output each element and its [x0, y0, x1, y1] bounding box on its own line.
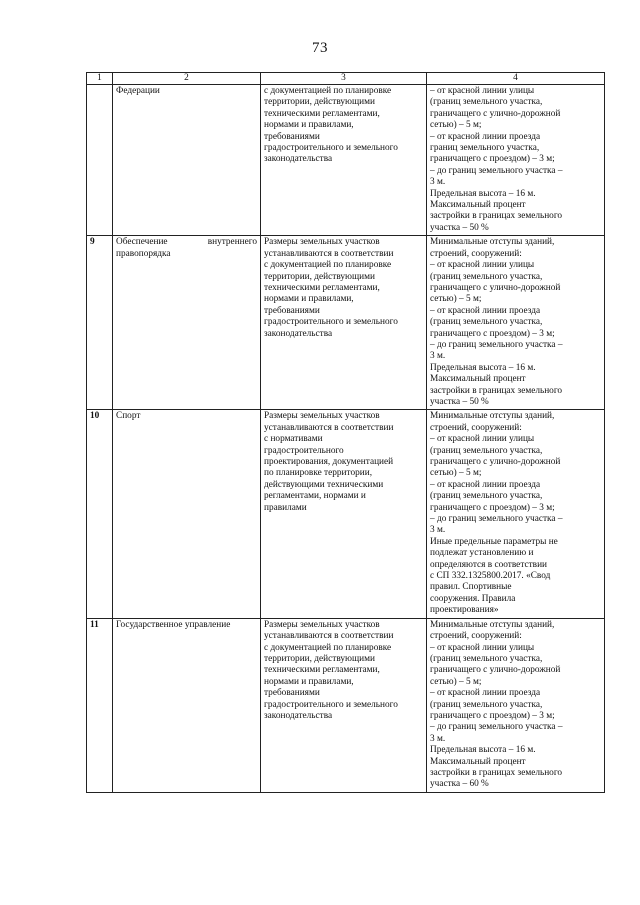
- parameter-line: (границ земельного участка,: [430, 491, 543, 502]
- parameter-line: (границ земельного участка,: [430, 317, 543, 328]
- parameter-line: – от красной линии проезда: [430, 131, 541, 142]
- parameter-line: – от красной линии проезда: [430, 305, 541, 316]
- parameter-line: Предельная высота – 16 м.: [430, 745, 536, 756]
- parameter-line: определяются в соответствии: [430, 559, 548, 570]
- parameter-line: Максимальный процент: [430, 374, 526, 385]
- table-row: [87, 618, 605, 792]
- parameter-line: – до границ земельного участка –: [430, 514, 563, 525]
- construction-parameters: [427, 618, 605, 792]
- parameter-line: – до границ земельного участка –: [430, 165, 563, 176]
- plot-size-requirements: [261, 618, 427, 792]
- table-row: [87, 85, 605, 236]
- parameter-line: с СП 332.1325800.2017. «Свод: [430, 571, 551, 582]
- plot-size-requirements: [261, 85, 427, 236]
- parameter-line: (границ земельного участка,: [430, 271, 543, 282]
- parameter-line: граничащего с улично-дорожной: [430, 282, 561, 293]
- requirements-text: с документацией по планировке территории, действующими техническими регламентами, нормами и правилами, требованиями градостроительного и земельного законодательства: [264, 86, 398, 165]
- table-row: [87, 410, 605, 618]
- plot-size-requirements: [261, 410, 427, 618]
- parameter-line: Минимальные отступы зданий,: [430, 411, 555, 422]
- parameter-line: граничащего с проездом) – 3 м;: [430, 154, 555, 165]
- parameter-line: сетью) – 5 м;: [430, 294, 482, 305]
- parameter-line: – до границ земельного участка –: [430, 722, 563, 733]
- table-body: [87, 85, 605, 793]
- requirements-text: Размеры земельных участков устанавливаются в соответствии с документацией по планировке территории, действующими техническими регламентами, нормами и правилами, требованиями градостроительного и земельного законодательства: [264, 619, 398, 721]
- parameter-line: граничащего с проездом) – 3 м;: [430, 502, 555, 513]
- parameter-line: строений, сооружений:: [430, 422, 522, 433]
- parameter-line: сетью) – 5 м;: [430, 120, 482, 131]
- parameter-line: Максимальный процент: [430, 756, 526, 767]
- parameter-line: участка – 50 %: [430, 222, 489, 233]
- construction-parameters: [427, 410, 605, 618]
- requirements-text: Размеры земельных участков устанавливаются в соответствии с нормативами градостроительного проектирования, документацией по планировке территории, действующими техническими регламентами, нормами и правилами: [264, 411, 394, 513]
- parameter-line: Предельная высота – 16 м.: [430, 188, 536, 199]
- parameter-line: 3 м.: [430, 177, 446, 188]
- parameter-line: – до границ земельного участка –: [430, 339, 563, 350]
- usage-type-name: Обеспечение внутреннего правопорядка: [113, 236, 261, 410]
- construction-parameters: [427, 85, 605, 236]
- parameter-line: сооружения. Правила: [430, 593, 516, 604]
- parameter-line: строений, сооружений:: [430, 248, 522, 259]
- table-header-row: [87, 73, 605, 85]
- usage-type-name: Федерации: [113, 85, 261, 236]
- column-header-4: 4: [427, 73, 605, 85]
- construction-parameters: [427, 236, 605, 410]
- usage-type-name: Государственное управление: [113, 618, 261, 792]
- column-header-2: 2: [113, 73, 261, 85]
- usage-type-name: Спорт: [113, 410, 261, 618]
- column-header-3: 3: [261, 73, 427, 85]
- parameter-line: 3 м.: [430, 351, 446, 362]
- parameter-line: строений, сооружений:: [430, 631, 522, 642]
- parameter-line: – от красной линии улицы: [430, 434, 535, 445]
- parameter-line: Минимальные отступы зданий,: [430, 619, 555, 630]
- parameter-line: – от красной линии проезда: [430, 688, 541, 699]
- page-number: 73: [312, 40, 328, 56]
- parameter-line: застройки в границах земельного: [430, 385, 563, 396]
- row-number: [87, 85, 113, 236]
- parameter-line: участка – 60 %: [430, 779, 489, 790]
- parameter-line: граничащего с улично-дорожной: [430, 665, 561, 676]
- parameter-line: сетью) – 5 м;: [430, 676, 482, 687]
- parameter-line: граничащего с проездом) – 3 м;: [430, 710, 555, 721]
- regulations-table: [86, 72, 605, 793]
- parameter-line: подлежат установлению и: [430, 548, 534, 559]
- parameter-line: – от красной линии проезда: [430, 479, 541, 490]
- parameter-line: 3 м.: [430, 525, 446, 536]
- parameter-line: 3 м.: [430, 733, 446, 744]
- parameter-line: Иные предельные параметры не: [430, 536, 558, 547]
- parameter-line: правил. Спортивные: [430, 582, 512, 593]
- parameter-line: застройки в границах земельного: [430, 211, 563, 222]
- parameter-line: – от красной линии улицы: [430, 86, 535, 96]
- parameter-line: – от красной линии улицы: [430, 642, 535, 653]
- parameter-line: (границ земельного участка,: [430, 653, 543, 664]
- parameter-line: сетью) – 5 м;: [430, 468, 482, 479]
- parameter-line: граничащего с проездом) – 3 м;: [430, 328, 555, 339]
- parameter-line: – от красной линии улицы: [430, 260, 535, 271]
- parameter-line: границ земельного участка,: [430, 143, 540, 154]
- parameter-line: проектирования»: [430, 605, 499, 616]
- parameter-line: граничащего с улично-дорожной: [430, 108, 561, 119]
- parameter-line: (границ земельного участка,: [430, 699, 543, 710]
- parameter-line: Минимальные отступы зданий,: [430, 237, 555, 248]
- parameter-line: Предельная высота – 16 м.: [430, 362, 536, 373]
- plot-size-requirements: [261, 236, 427, 410]
- row-number: 10: [87, 410, 113, 618]
- column-header-1: 1: [87, 73, 113, 85]
- parameter-line: Максимальный процент: [430, 200, 526, 211]
- table-row: [87, 236, 605, 410]
- parameter-line: (границ земельного участка,: [430, 445, 543, 456]
- row-number: 9: [87, 236, 113, 410]
- parameter-line: застройки в границах земельного: [430, 767, 563, 778]
- parameter-line: (границ земельного участка,: [430, 97, 543, 108]
- parameter-line: участка – 50 %: [430, 396, 489, 407]
- row-number: 11: [87, 618, 113, 792]
- parameter-line: граничащего с улично-дорожной: [430, 457, 561, 467]
- requirements-text: Размеры земельных участков устанавливаются в соответствии с документацией по планировке территории, действующими техническими регламентами, нормами и правилами, требованиями градостроительного и земельного законодательства: [264, 237, 398, 339]
